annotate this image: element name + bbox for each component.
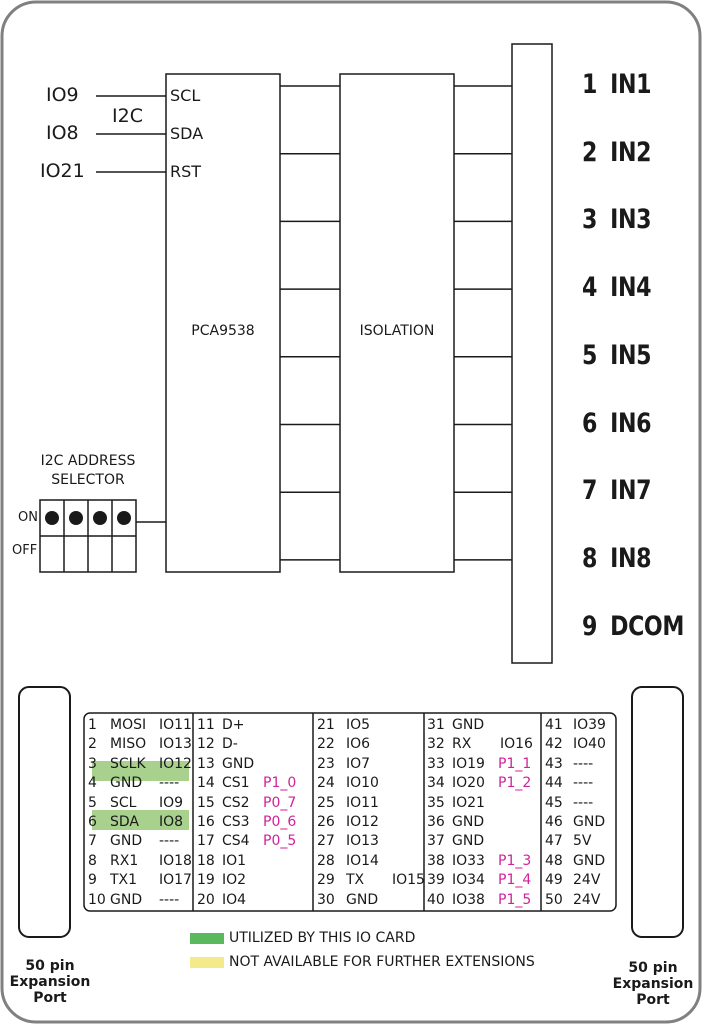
pin-number: 48 [545,852,563,869]
pin-name: GND [110,891,143,908]
pin-name: MISO [110,736,147,753]
pin-name: 5V [573,833,592,850]
pin-number: 27 [317,833,335,850]
terminal-label: IN4 [610,272,652,304]
pin-name: GND [452,717,485,733]
dip-switch-1 [45,511,59,525]
pin-io: IO13 [159,736,192,753]
pin-expander-port: P1_3 [498,852,532,869]
pin-name: IO12 [346,814,379,830]
chip-pin-scl: SCL [170,86,201,105]
pin-name: IO19 [452,755,485,772]
terminal-8 [582,543,651,574]
terminal-label: IN6 [610,407,652,439]
pin-expander-port: P0_6 [263,814,297,830]
pin-io: IO11 [159,717,192,733]
pin-name: IO40 [573,736,606,753]
pin-expander-port: P1_0 [263,775,297,792]
pin-number: 26 [317,814,335,830]
pin-expander-port: P1_5 [498,891,532,908]
selector-title-2: SELECTOR [51,472,125,488]
pin-number: 18 [197,852,215,869]
io21-label: IO21 [40,160,85,182]
pin-name: IO2 [222,872,247,889]
right-port-label [605,960,701,1008]
legend-not-available-text: NOT AVAILABLE FOR FURTHER EXTENSIONS [229,954,535,970]
chip-label: PCA9538 [191,323,255,339]
pin-number: 12 [197,736,215,753]
pin-number: 49 [545,872,563,889]
pin-name: GND [573,814,606,830]
selector-on-label: ON [18,510,38,525]
pin-name: IO5 [346,717,371,733]
left-expansion-port [19,687,70,937]
pin-number: 15 [197,794,215,811]
left-port-line-2: Expansion [9,974,91,990]
pin-number: 9 [88,872,97,889]
pin-name: TX [346,872,365,889]
terminal-number: 3 [582,204,598,236]
pin-name: 24V [573,872,601,889]
terminal-label: IN8 [610,542,652,574]
pin-number: 40 [427,891,445,908]
pin-io: IO8 [159,814,184,830]
terminal-5 [582,340,651,371]
pin-name: IO38 [452,891,485,908]
pin-name: RX1 [110,852,139,869]
pin-number: 16 [197,814,215,830]
io9-label: IO9 [46,84,79,106]
terminal-label: IN7 [610,475,652,507]
pin-number: 23 [317,755,335,772]
legend-utilized-swatch [190,933,224,944]
pin-io: IO16 [500,736,533,753]
terminal-4 [582,272,651,303]
pin-name: SCLK [110,755,146,772]
pin-number: 25 [317,794,335,811]
pin-number: 50 [545,891,563,908]
pin-name: D+ [222,717,245,733]
pin-number: 39 [427,872,445,889]
pin-name: GND [222,755,255,772]
pin-expander-port: P0_5 [263,833,297,850]
terminal-9 [582,611,684,642]
pin-name: IO4 [222,891,247,908]
pin-number: 5 [88,794,97,811]
pin-name: IO10 [346,775,379,792]
pin-name: 24V [573,891,601,908]
terminal-3 [582,204,651,235]
pin-name: ---- [573,755,594,772]
terminal-2 [582,137,651,168]
i2c-bus-label: I2C [112,105,143,127]
pin-name: IO7 [346,755,371,772]
pin-name: RX [452,736,472,753]
terminal-label: IN3 [610,204,652,236]
pin-name: SDA [110,814,139,830]
selector-off-label: OFF [12,543,38,558]
pin-name: TX1 [110,872,138,889]
pin-expander-port: P1_2 [498,775,532,792]
pin-expander-port: P1_4 [498,872,532,889]
pin-io: ---- [159,891,180,908]
pin-name: CS1 [222,775,250,792]
right-port-line-1: 50 pin [628,960,678,976]
right-port-line-2: Expansion [612,976,694,992]
pin-name: CS3 [222,814,250,830]
pin-number: 35 [427,794,445,811]
pin-name: ---- [573,794,594,811]
pin-number: 34 [427,775,445,792]
dip-switch-4 [117,511,131,525]
pin-name: IO34 [452,872,485,889]
legend-not-available-swatch [190,957,224,968]
pin-number: 38 [427,852,445,869]
pin-number: 41 [545,717,563,733]
pin-number: 8 [88,852,97,869]
pin-name: SCL [110,794,137,811]
pin-number: 10 [88,891,106,908]
pin-name: IO11 [346,794,379,811]
dip-switch-3 [93,511,107,525]
pin-name: IO13 [346,833,379,850]
pin-name: IO6 [346,736,371,753]
left-port-line-3: Port [33,990,67,1006]
terminal-label: DCOM [610,610,684,642]
pin-name: IO1 [222,852,247,869]
pin-name: GND [573,852,606,869]
pin-number: 4 [88,775,97,792]
pin-number: 30 [317,891,335,908]
pin-io: IO18 [159,852,192,869]
io8-label: IO8 [46,122,79,144]
pin-number: 45 [545,794,563,811]
pin-number: 2 [88,736,97,753]
pin-number: 43 [545,755,563,772]
chip-pin-rst: RST [170,162,202,181]
terminal-block [512,44,552,663]
terminal-7 [582,475,651,506]
terminal-number: 6 [582,407,598,439]
left-port-label [0,958,100,1006]
pin-name: IO21 [452,794,485,811]
terminal-number: 8 [582,542,598,574]
chip-pin-sda: SDA [170,124,204,143]
pin-number: 7 [88,833,97,850]
pin-number: 42 [545,736,563,753]
pin-number: 37 [427,833,445,850]
pin-name: GND [110,775,143,792]
isolation-label: ISOLATION [359,323,435,339]
pin-number: 29 [317,872,335,889]
pin-name: IO39 [573,717,606,733]
pin-name: CS2 [222,794,250,811]
pin-number: 3 [88,755,97,772]
terminal-number: 2 [582,136,598,168]
pin-name: D- [222,736,238,753]
pin-io: IO17 [159,872,192,889]
pin-number: 6 [88,814,97,830]
terminal-6 [582,408,651,439]
terminal-label: IN2 [610,136,652,168]
pin-name: GND [346,891,379,908]
right-port-line-3: Port [636,992,670,1008]
terminal-label: IN5 [610,339,652,371]
pin-number: 21 [317,717,335,733]
pin-io: ---- [159,833,180,850]
pin-name: IO14 [346,852,379,869]
right-expansion-port [632,687,683,937]
pin-number: 14 [197,775,215,792]
pin-io: IO12 [159,755,192,772]
left-port-line-1: 50 pin [25,958,75,974]
pin-number: 13 [197,755,215,772]
pin-number: 28 [317,852,335,869]
pin-number: 1 [88,717,97,733]
pin-number: 47 [545,833,563,850]
terminal-number: 5 [582,339,598,371]
terminal-number: 4 [582,272,598,304]
pin-number: 17 [197,833,215,850]
terminal-number: 1 [582,69,598,100]
dip-switch-2 [69,511,83,525]
pin-name: IO20 [452,775,485,792]
pin-expander-port: P1_1 [498,755,532,772]
pin-number: 11 [197,717,215,733]
pin-io: IO15 [392,872,425,889]
pin-number: 20 [197,891,215,908]
pin-name: ---- [573,775,594,792]
pin-number: 32 [427,736,445,753]
legend-utilized-text: UTILIZED BY THIS IO CARD [229,930,416,946]
pin-number: 46 [545,814,563,830]
pin-name: GND [452,833,485,850]
pin-io: IO9 [159,794,184,811]
terminal-number: 9 [582,610,598,642]
pin-name: CS4 [222,833,250,850]
pin-number: 44 [545,775,563,792]
selector-title-1: I2C ADDRESS [40,453,136,469]
pin-name: GND [452,814,485,830]
pin-number: 22 [317,736,335,753]
terminal-number: 7 [582,475,598,507]
pin-number: 36 [427,814,445,830]
pin-expander-port: P0_7 [263,794,297,811]
pin-io: ---- [159,775,180,792]
pin-number: 19 [197,872,215,889]
pin-name: GND [110,833,143,850]
pin-number: 33 [427,755,445,772]
pin-number: 31 [427,717,445,733]
pin-name: MOSI [110,717,147,733]
terminal-label: IN1 [610,69,652,100]
terminal-1 [582,69,651,100]
pin-name: IO33 [452,852,485,869]
pin-number: 24 [317,775,335,792]
